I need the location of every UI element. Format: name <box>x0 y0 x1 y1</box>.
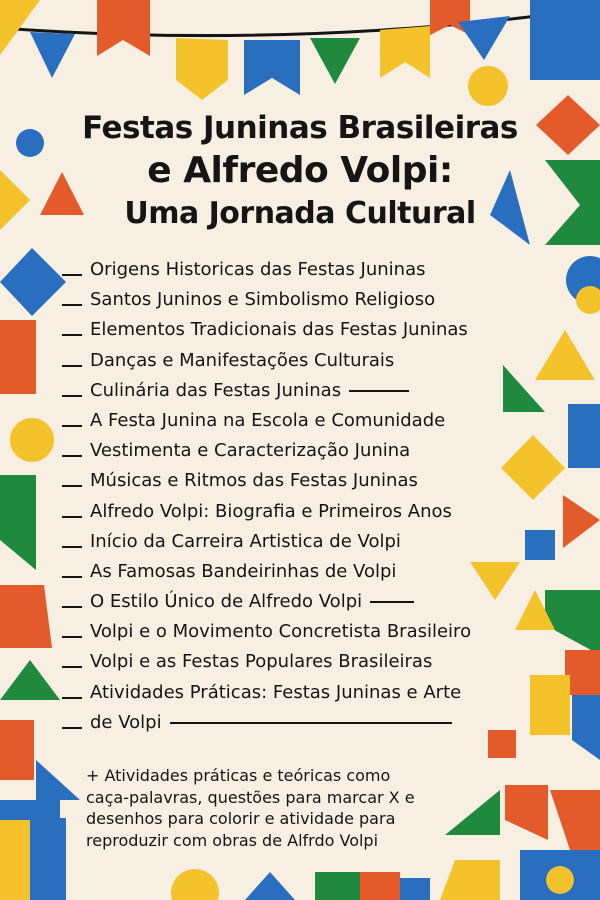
toc-item <box>60 678 540 708</box>
red-rect <box>0 720 34 780</box>
dash-bullet <box>62 455 82 457</box>
toc-item <box>60 587 540 617</box>
bunting-flag <box>30 32 75 78</box>
blue-rect <box>30 818 66 900</box>
toc-item <box>60 255 540 285</box>
dash-bullet <box>62 334 82 336</box>
toc-item <box>60 285 540 315</box>
dash-bullet <box>62 274 82 276</box>
bunting-flag <box>458 16 510 60</box>
yellow-triangle <box>0 170 30 230</box>
blue-triangle <box>245 872 295 900</box>
fill-line <box>170 722 452 724</box>
toc-item-label: de Volpi <box>90 711 162 733</box>
toc-item-label: Santos Juninos e Simbolismo Religioso <box>90 289 436 311</box>
toc-item <box>60 557 540 587</box>
blue-rect <box>400 878 430 900</box>
red-rect <box>565 650 600 695</box>
corner-square <box>530 0 600 80</box>
bunting-flag <box>97 0 150 56</box>
red-shape <box>550 790 600 850</box>
red-rect <box>0 320 36 394</box>
toc-item <box>60 406 540 436</box>
yellow-circle <box>546 866 574 894</box>
title-line-1: Festas Juninas Brasileiras <box>82 110 518 146</box>
page-title <box>40 108 560 234</box>
fill-line <box>370 601 414 603</box>
title-line-3: Uma Jornada Cultural <box>124 196 476 231</box>
bunting-flag <box>310 38 360 84</box>
toc-item-label: Atividades Práticas: Festas Juninas e Arte <box>90 681 462 703</box>
red-shape <box>0 585 52 648</box>
toc-item <box>60 527 540 557</box>
toc-item-label: Início da Carreira Artistica de Volpi <box>90 530 401 552</box>
green-flag <box>0 475 36 570</box>
dash-bullet <box>62 365 82 367</box>
dash-bullet <box>62 697 82 699</box>
bunting-string <box>0 8 600 36</box>
toc-item-label: Volpi e as Festas Populares Brasileiras <box>90 651 433 673</box>
toc-item <box>60 346 540 376</box>
red-flag <box>505 785 548 840</box>
yellow-circle <box>171 869 219 900</box>
toc-item-label: Vestimenta e Caracterização Junina <box>90 440 411 462</box>
toc-item <box>60 708 540 738</box>
dash-bullet <box>62 727 82 729</box>
bunting-flag <box>176 38 228 100</box>
toc-item-label: As Famosas Bandeirinhas de Volpi <box>90 560 397 582</box>
green-triangle <box>0 660 60 700</box>
dash-bullet <box>62 636 82 638</box>
dash-bullet <box>62 425 82 427</box>
red-triangle <box>563 495 600 548</box>
dash-bullet <box>62 606 82 608</box>
bunting-flag <box>244 40 300 95</box>
blue-diamond <box>0 248 66 316</box>
toc-item <box>60 647 540 677</box>
corner-triangle <box>0 0 40 55</box>
dash-bullet <box>62 666 82 668</box>
dash-bullet <box>62 576 82 578</box>
yellow-circle <box>468 66 508 106</box>
toc-item-label: Danças e Manifestações Culturais <box>90 349 395 371</box>
yellow-rect <box>0 820 30 900</box>
dash-bullet <box>62 485 82 487</box>
toc-item <box>60 617 540 647</box>
blue-bar <box>0 800 60 820</box>
red-rect <box>360 872 400 900</box>
toc-item <box>60 497 540 527</box>
fill-line <box>349 390 409 392</box>
toc-item-label: Elementos Tradicionais das Festas Juninas <box>90 319 468 341</box>
green-rect <box>315 872 360 900</box>
toc-item-label: A Festa Junina na Escola e Comunidade <box>90 409 446 431</box>
dash-bullet <box>62 546 82 548</box>
toc-item <box>60 466 540 496</box>
yellow-circle <box>10 418 54 462</box>
toc-item <box>60 436 540 466</box>
yellow-shape <box>440 860 500 900</box>
dash-bullet <box>62 304 82 306</box>
table-of-contents <box>60 255 540 738</box>
yellow-triangle <box>535 330 595 380</box>
toc-item <box>60 376 540 406</box>
activities-note: + Atividades práticas e teóricas como caça-palavras, questões para marcar X e desenhos para colorir e atividade para reproduzir com obras de Alfrdo Volpi <box>86 766 415 850</box>
title-line-2: e Alfredo Volpi: <box>147 150 453 191</box>
green-triangle <box>445 790 500 835</box>
bunting-flag <box>380 26 430 78</box>
blue-rect <box>568 404 600 468</box>
toc-item <box>60 315 540 345</box>
toc-item-label: Culinária das Festas Juninas <box>90 379 342 401</box>
dash-bullet <box>62 395 82 397</box>
toc-item-label: Músicas e Ritmos das Festas Juninas <box>90 470 418 492</box>
toc-item-label: O Estilo Único de Alfredo Volpi <box>90 591 363 613</box>
blue-triangle <box>36 760 80 800</box>
toc-item-label: Volpi e o Movimento Concretista Brasileiro <box>90 621 472 643</box>
blue-shape <box>572 695 600 760</box>
toc-item-label: Origens Historicas das Festas Juninas <box>90 259 426 280</box>
green-flag <box>545 590 600 655</box>
toc-item-label: Alfredo Volpi: Biografia e Primeiros Anos <box>90 500 452 522</box>
dash-bullet <box>62 516 82 518</box>
